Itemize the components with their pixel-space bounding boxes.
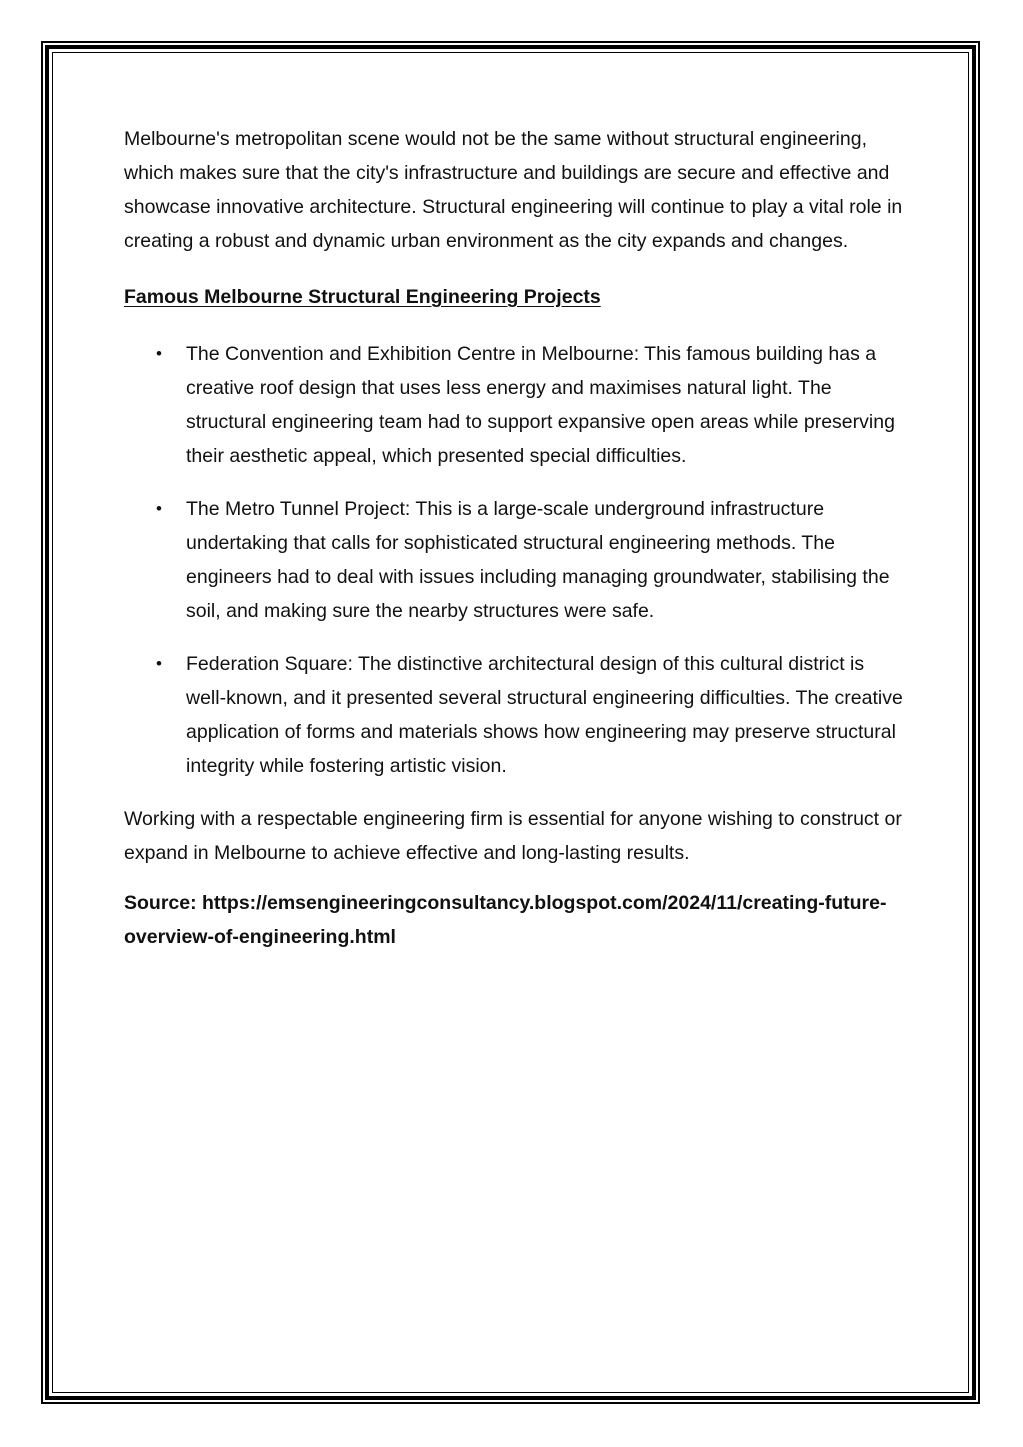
- bullet-icon: •: [156, 499, 162, 518]
- bullet-icon: •: [156, 344, 162, 363]
- list-item: [124, 492, 904, 628]
- bullet-icon: •: [156, 654, 162, 673]
- list-item-text: Federation Square: The distinctive architectural design of this cultural district is well-known, and it presented several structural engineering difficulties. The creative application of forms and materials shows how engineering may preserve structural integrity while fostering artistic vision.: [186, 653, 903, 777]
- list-item: [124, 337, 904, 473]
- source-link[interactable]: Source: https://emsengineeringconsultancy.blogspot.com/2024/11/creating-future-overview-of-engineering.html: [124, 892, 887, 948]
- closing-paragraph: Working with a respectable engineering firm is essential for anyone wishing to construct or expand in Melbourne to achieve effective and long-lasting results.: [124, 808, 902, 864]
- list-item-text: The Metro Tunnel Project: This is a large-scale underground infrastructure undertaking that calls for sophisticated structural engineering methods. The engineers had to deal with issues including managing groundwater, stabilising the soil, and making sure the nearby structures were safe.: [186, 498, 890, 622]
- projects-list: [124, 337, 904, 783]
- section-heading: Famous Melbourne Structural Engineering Projects: [124, 286, 601, 308]
- intro-paragraph: Melbourne's metropolitan scene would not be the same without structural engineering, which makes sure that the city's infrastructure and buildings are secure and effective and showcase innovative architecture. Structural engineering will continue to play a vital role in creating a robust and dynamic urban environment as the city expands and changes.: [124, 128, 903, 252]
- list-item: [124, 647, 904, 783]
- list-item-text: The Convention and Exhibition Centre in Melbourne: This famous building has a creative roof design that uses less energy and maximises natural light. The structural engineering team had to support expansive open areas while preserving their aesthetic appeal, which presented special difficulties.: [186, 343, 895, 467]
- document-body: [124, 122, 904, 954]
